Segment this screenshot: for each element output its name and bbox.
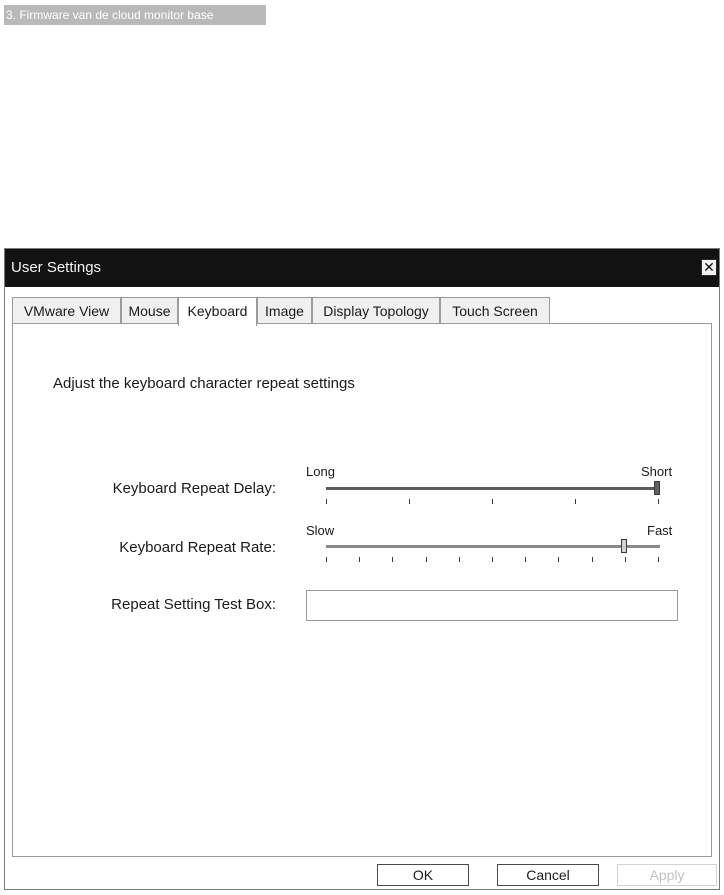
repeat-rate-tick <box>392 557 393 562</box>
repeat-rate-min-label: Slow <box>306 523 335 538</box>
tab-keyboard[interactable]: Keyboard <box>178 297 257 326</box>
apply-button[interactable]: Apply <box>617 864 717 886</box>
dialog-title: User Settings <box>11 259 102 276</box>
tab-touch-screen[interactable]: Touch Screen <box>440 297 550 324</box>
repeat-rate-tick <box>592 557 593 562</box>
repeat-rate-tick <box>492 557 493 562</box>
panel-heading: Adjust the keyboard character repeat settings <box>53 375 355 392</box>
test-box-label: Repeat Setting Test Box: <box>111 596 276 613</box>
cancel-button[interactable]: Cancel <box>497 864 599 886</box>
repeat-rate-label: Keyboard Repeat Rate: <box>119 539 276 556</box>
repeat-rate-thumb[interactable] <box>621 539 627 553</box>
repeat-delay-label: Keyboard Repeat Delay: <box>112 480 276 497</box>
title-bar <box>5 249 719 287</box>
repeat-rate-tick <box>558 557 559 562</box>
repeat-delay-tick <box>492 499 493 504</box>
repeat-delay-min-label: Long <box>306 464 335 479</box>
tab-vmware-view[interactable]: VMware View <box>12 297 121 324</box>
repeat-delay-track <box>326 487 660 490</box>
repeat-rate-max-label: Fast <box>647 523 673 538</box>
repeat-test-input[interactable] <box>306 590 678 621</box>
repeat-delay-thumb[interactable] <box>654 481 660 495</box>
ok-button[interactable]: OK <box>377 864 469 886</box>
section-tag: 3. Firmware van de cloud monitor base <box>4 5 266 25</box>
repeat-delay-slider[interactable] <box>326 479 660 509</box>
repeat-delay-tick <box>658 499 659 504</box>
repeat-rate-tick <box>326 557 327 562</box>
repeat-delay-tick <box>575 499 576 504</box>
user-settings-dialog <box>4 248 720 890</box>
repeat-rate-tick <box>625 557 626 562</box>
repeat-delay-tick <box>326 499 327 504</box>
close-button[interactable] <box>701 259 717 276</box>
repeat-rate-tick <box>359 557 360 562</box>
repeat-rate-track <box>326 545 660 548</box>
repeat-rate-tick <box>658 557 659 562</box>
repeat-rate-tick <box>459 557 460 562</box>
tab-display-topology[interactable]: Display Topology <box>312 297 440 324</box>
close-icon: ✕ <box>703 259 715 275</box>
repeat-rate-tick <box>525 557 526 562</box>
tab-mouse[interactable]: Mouse <box>121 297 178 324</box>
repeat-delay-tick <box>409 499 410 504</box>
repeat-rate-slider[interactable] <box>326 537 660 567</box>
repeat-delay-max-label: Short <box>641 464 673 479</box>
keyboard-panel <box>12 323 712 857</box>
tab-image[interactable]: Image <box>257 297 312 324</box>
repeat-rate-tick <box>426 557 427 562</box>
